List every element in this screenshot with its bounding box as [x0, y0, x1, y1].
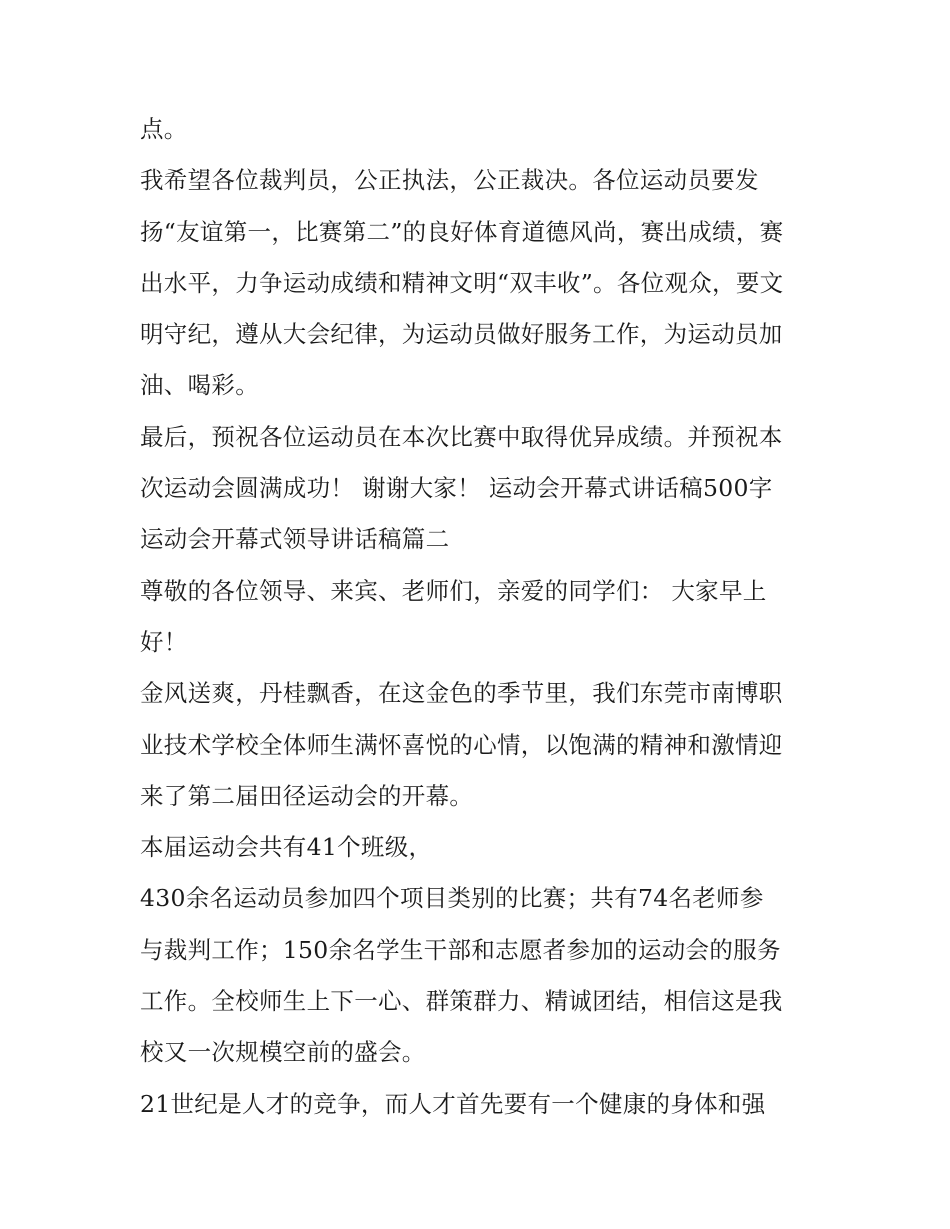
text-line: 21世纪是人才的竞争，而人才首先要有一个健康的身体和强: [140, 1089, 766, 1118]
text-line: 校又一次规模空前的盛会。: [140, 1038, 426, 1067]
text-line: 运动会开幕式领导讲话稿篇二: [140, 525, 450, 554]
text-line: 油、喝彩。: [140, 371, 259, 400]
text-line: 工作。全校师生上下一心、群策群力、精诚团结，相信这是我: [140, 987, 783, 1016]
text-line: 业技术学校全体师生满怀喜悦的心情，以饱满的精神和激情迎: [140, 730, 783, 759]
text-line: 金风送爽，丹桂飘香，在这金色的季节里，我们东莞市南博职: [140, 679, 783, 708]
text-line: 出水平，力争运动成绩和精神文明“双丰收”。各位观众，要文: [140, 268, 784, 297]
text-line: 我希望各位裁判员，公正执法，公正裁决。各位运动员要发: [140, 166, 759, 195]
text-line: 430余名运动员参加四个项目类别的比赛；共有74名老师参: [140, 884, 764, 913]
text-line: 次运动会圆满成功！ 谢谢大家！ 运动会开幕式讲话稿500字: [140, 474, 773, 503]
text-line: 明守纪，遵从大会纪律，为运动员做好服务工作，为运动员加: [140, 320, 783, 349]
text-line: 最后，预祝各位运动员在本次比赛中取得优异成绩。并预祝本: [140, 422, 783, 451]
text-line: 扬“友谊第一，比赛第二”的良好体育道德风尚，赛出成绩，赛: [140, 217, 784, 246]
text-line: 好！: [140, 627, 188, 656]
text-line: 尊敬的各位领导、来宾、老师们，亲爱的同学们： 大家早上: [140, 576, 767, 605]
text-line: 与裁判工作；150余名学生干部和志愿者参加的运动会的服务: [140, 935, 781, 964]
text-line: 点。: [140, 115, 188, 143]
text-line: 本届运动会共有41个班级，: [140, 833, 433, 862]
document-body: [140, 104, 820, 1130]
text-line: 来了第二届田径运动会的开幕。: [140, 781, 474, 810]
